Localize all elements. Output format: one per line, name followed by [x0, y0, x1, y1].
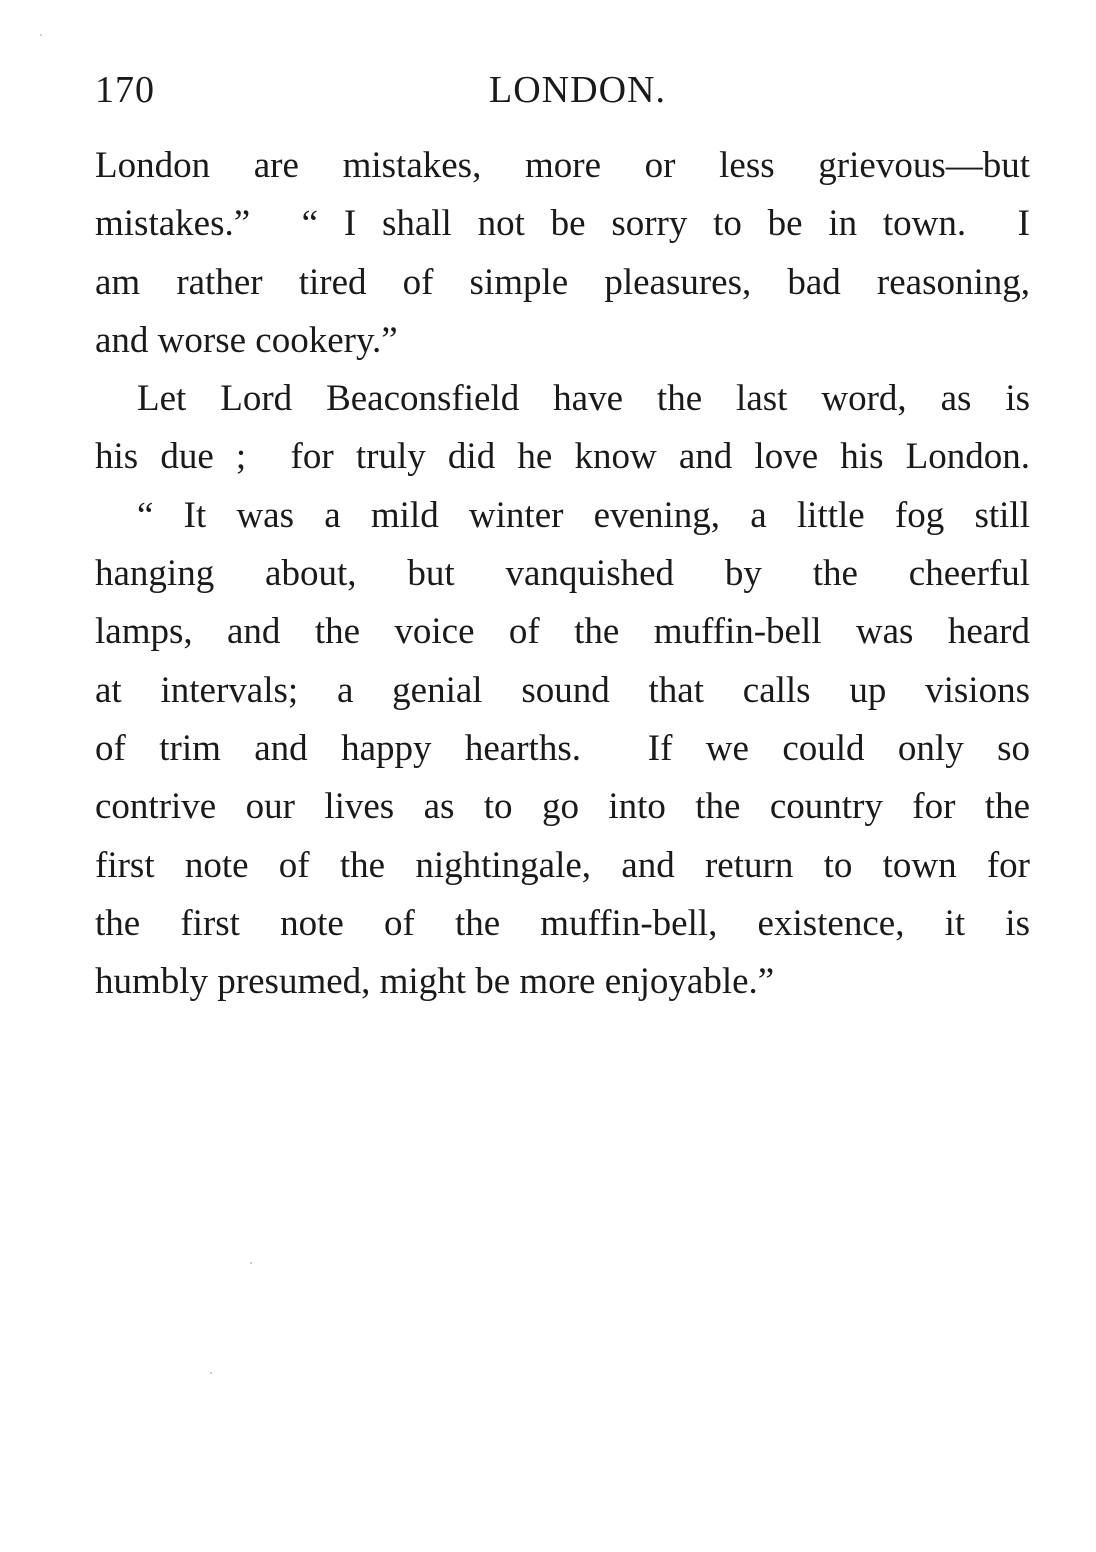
- scan-speck: [40, 34, 42, 36]
- text-line: “ It was a mild winter evening, a little fog still: [137, 494, 1030, 536]
- text-line: contrive our lives as to go into the country for the: [95, 786, 1030, 828]
- running-head: [95, 68, 1030, 118]
- text-line: at intervals; a genial sound that calls up visions: [95, 669, 1030, 711]
- scan-speck: [210, 1372, 212, 1374]
- scan-speck: [250, 1262, 252, 1264]
- text-line: his due ; for truly did he know and love his London.: [95, 436, 1030, 478]
- text-line: humbly presumed, might be more enjoyable.”: [95, 961, 775, 1003]
- text-line: lamps, and the voice of the muffin-bell was heard: [95, 611, 1030, 653]
- page-number: 170: [95, 69, 155, 111]
- paragraph: [95, 487, 1030, 1012]
- text-line: Let Lord Beaconsfield have the last word, as is: [137, 378, 1030, 420]
- text-line: the first note of the muffin-bell, existence, it is: [95, 902, 1030, 944]
- text-line: and worse cookery.”: [95, 319, 398, 361]
- text-line: hanging about, but vanquished by the cheerful: [95, 553, 1030, 595]
- text-line: of trim and happy hearths. If we could only so: [95, 727, 1030, 769]
- text-line: mistakes.” “ I shall not be sorry to be in town. I: [95, 203, 1030, 245]
- text-line: London are mistakes, more or less grievous—but: [95, 145, 1030, 186]
- body-text: [95, 137, 1030, 1011]
- running-title: LONDON.: [489, 69, 666, 111]
- paragraph: [95, 137, 1030, 370]
- paragraph: [95, 370, 1030, 487]
- text-line: first note of the nightingale, and return to town for: [95, 844, 1030, 886]
- text-line: am rather tired of simple pleasures, bad reasoning,: [95, 261, 1030, 303]
